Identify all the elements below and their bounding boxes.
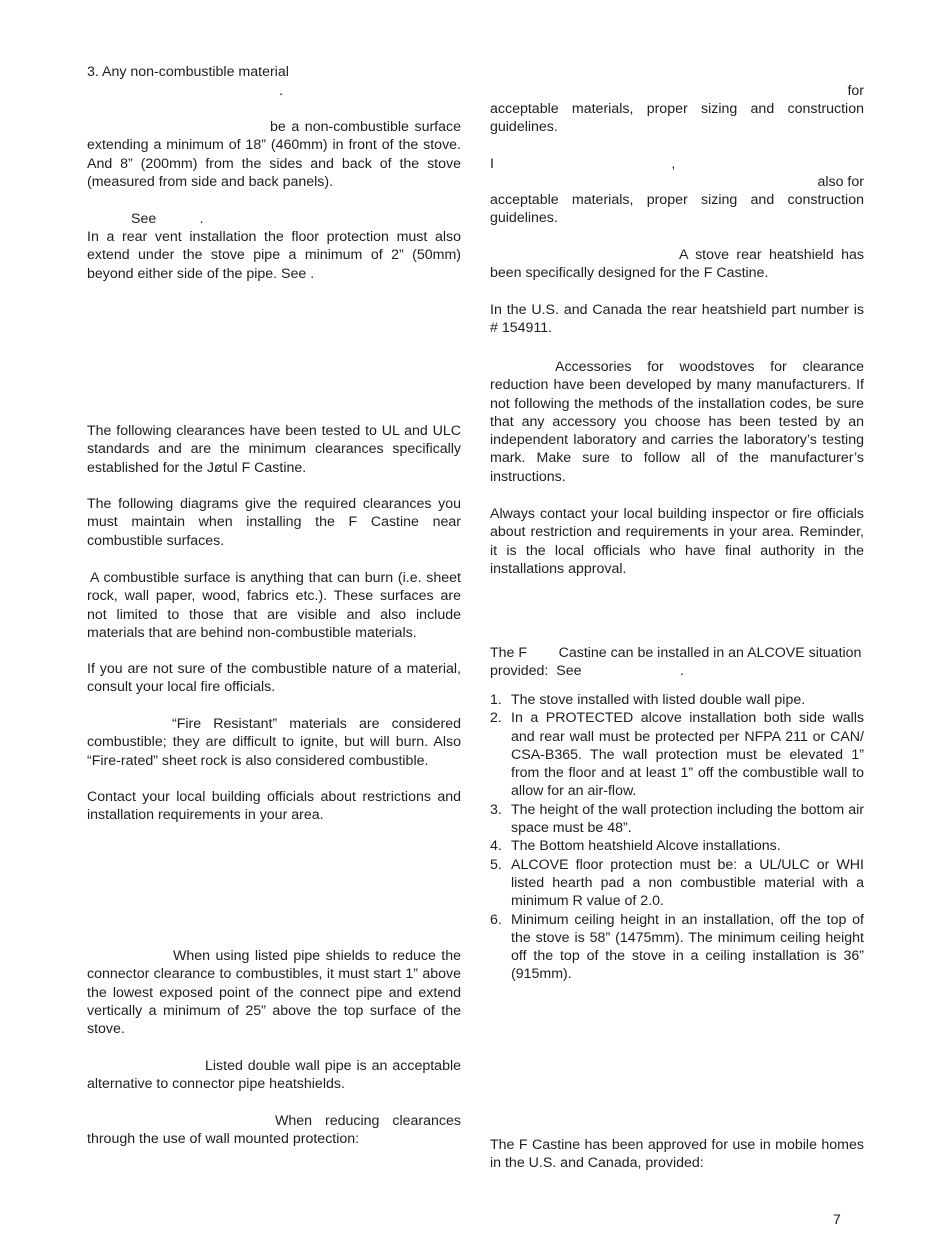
diagrams-paragraph: The following diagrams give the required clearances you must maintain when installing the F Castine near combustible surfaces.	[87, 496, 461, 549]
list-item	[490, 856, 864, 911]
page-number: 7	[833, 1211, 841, 1227]
always-contact-paragraph: Always contact your local building inspector or fire officials about restriction and requirements in your area. Reminder, it is the local officials who have final authority in the installations approval.	[490, 506, 864, 577]
rear-heatshield-paragraph: A stove rear heatshield has been specifically designed for the F Castine.	[490, 247, 864, 282]
wall-mounted-protection-paragraph: When reducing clearances through the use of wall mounted protection:	[87, 1113, 461, 1148]
list-item-number: 2.	[490, 710, 502, 727]
acceptable-materials-paragraph-2: acceptable materials, proper sizing and construction guidelines.	[490, 192, 864, 227]
i-line-fragment: I ,	[490, 156, 676, 172]
list-item	[490, 911, 864, 984]
combustible-surface-paragraph: A combustible surface is anything that can burn (i.e. sheet rock, wall paper, wood, fabrics etc.). These surfaces are not limited to those that are visible and also include materials that are behind non-combustible materials.	[87, 570, 461, 641]
list-item-text: The stove installed with listed double wall pipe.	[511, 692, 806, 708]
list-item-text: The Bottom heatshield Alcove installations.	[511, 838, 781, 855]
list-item	[490, 691, 864, 709]
acceptable-materials-paragraph-1: acceptable materials, proper sizing and construction guidelines.	[490, 101, 864, 136]
double-wall-pipe-paragraph: Listed double wall pipe is an acceptable alternative to connector pipe heatshields.	[87, 1058, 461, 1093]
list-item-number: 4.	[490, 838, 502, 855]
see-figure-reference: See .	[131, 211, 204, 227]
list-item-text: The height of the wall protection including the bottom air space must be 48”.	[511, 801, 864, 837]
list-item-text: Minimum ceiling height in an installation, off the top of the stove is 58” (1475mm). The minimum ceiling height off the top of the stove in a ceiling installation is 36” (915mm).	[511, 911, 864, 983]
part-number-paragraph: In the U.S. and Canada the rear heatshield part number is # 154911.	[490, 302, 864, 337]
floor-protection-paragraph: be a non-combustible surface extending a minimum of 18” (460mm) in front of the stove. And 8” (200mm) from the sides and back of the stove (measured from side and back panels).	[87, 119, 461, 190]
list-item	[490, 801, 864, 838]
list-item-number: 1.	[490, 692, 502, 708]
item3-heading: 3. Any non-combustible material	[87, 64, 289, 80]
alcove-requirements-list	[490, 691, 864, 984]
alcove-intro-paragraph: The F Castine can be installed in an ALCOVE situation provided: See .	[490, 645, 866, 680]
contact-officials-paragraph: Contact your local building officials about restrictions and installation requirements in your area.	[87, 789, 461, 824]
clearances-tested-paragraph: The following clearances have been tested to UL and ULC standards and are the minimum clearances specifically established for the Jøtul F Castine.	[87, 423, 461, 476]
also-for-fragment: also for	[817, 174, 864, 190]
list-item-text: ALCOVE floor protection must be: a UL/ULC or WHI listed hearth pad a non combustible material with a minimum R value of 2.0.	[511, 856, 864, 910]
list-item	[490, 709, 864, 800]
list-item-number: 6.	[490, 911, 502, 928]
list-item	[490, 837, 864, 855]
pipe-shields-paragraph: When using listed pipe shields to reduce the connector clearance to combustibles, it must start 1” above the lowest exposed point of the connect pipe and extend vertically a minimum of 25” above the top surface of the stove.	[87, 948, 461, 1038]
fire-resistant-paragraph: “Fire Resistant” materials are considered combustible; they are difficult to ignite, but will burn. Also “Fire-rated” sheet rock is also considered combustible.	[87, 716, 461, 769]
accessories-paragraph: Accessories for woodstoves for clearance reduction have been developed by many manufacturers. If not following the methods of the installation codes, be sure that any accessory you choose has been tested by an independent laboratory and carries the laboratory’s testing mark. Make sure to follow all of the manufacturer’s instructions.	[490, 359, 864, 485]
list-item-number: 5.	[490, 856, 502, 873]
mobile-homes-paragraph: The F Castine has been approved for use in mobile homes in the U.S. and Canada, provided:	[490, 1137, 864, 1172]
item3-dot: .	[279, 83, 283, 99]
rear-vent-paragraph: In a rear vent installation the floor protection must also extend under the stove pipe a minimum of 2” (50mm) beyond either side of the pipe. See .	[87, 229, 461, 282]
not-sure-paragraph: If you are not sure of the combustible nature of a material, consult your local fire officials.	[87, 661, 461, 696]
list-item-number: 3.	[490, 801, 502, 818]
for-fragment: for	[847, 83, 864, 99]
list-item-text: In a PROTECTED alcove installation both side walls and rear wall must be protected per NFPA 211 or CAN/ CSA-B365. The wall protection must be elevated 1” from the floor and at least 1” off the combustible wall to allow for an air-flow.	[511, 710, 864, 800]
